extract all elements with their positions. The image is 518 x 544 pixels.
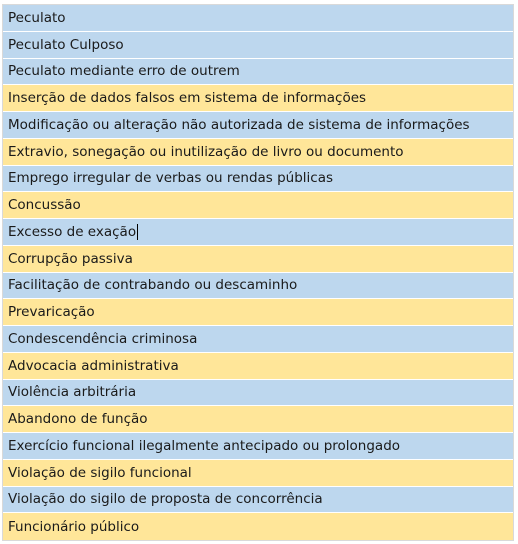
text-cursor xyxy=(137,224,138,240)
row-label: Peculato xyxy=(8,9,66,26)
table-row[interactable] xyxy=(3,166,513,193)
table-row[interactable] xyxy=(3,433,513,460)
table-row[interactable] xyxy=(3,353,513,380)
table-row[interactable] xyxy=(3,192,513,219)
row-label: Violência arbitrária xyxy=(8,384,137,401)
row-label: Prevaricação xyxy=(8,304,95,321)
row-label: Funcionário público xyxy=(8,518,140,535)
table-row[interactable] xyxy=(3,326,513,353)
row-label: Violação do sigilo de proposta de concorrência xyxy=(8,491,323,508)
row-label: Modificação ou alteração não autorizada de sistema de informações xyxy=(8,116,470,133)
row-label: Peculato mediante erro de outrem xyxy=(8,63,240,80)
table-row[interactable] xyxy=(3,406,513,433)
row-label: Inserção de dados falsos em sistema de informações xyxy=(8,90,367,107)
table-row[interactable] xyxy=(3,513,513,540)
row-label: Advocacia administrativa xyxy=(8,357,179,374)
table-row[interactable] xyxy=(3,59,513,86)
table-row[interactable] xyxy=(3,299,513,326)
row-label: Emprego irregular de verbas ou rendas públicas xyxy=(8,170,334,187)
row-label: Corrupção passiva xyxy=(8,250,133,267)
table-row[interactable] xyxy=(3,112,513,139)
table-row-editing[interactable] xyxy=(3,219,513,246)
table-row[interactable] xyxy=(3,85,513,112)
row-label: Exercício funcional ilegalmente antecipado ou prolongado xyxy=(8,437,401,454)
row-label[interactable]: Excesso de exação xyxy=(8,223,137,240)
table-row[interactable] xyxy=(3,246,513,273)
row-label: Peculato Culposo xyxy=(8,36,124,53)
table-row[interactable] xyxy=(3,32,513,59)
row-label: Extravio, sonegação ou inutilização de livro ou documento xyxy=(8,143,404,160)
row-label: Concussão xyxy=(8,197,81,214)
table-row[interactable] xyxy=(3,5,513,32)
row-label: Abandono de função xyxy=(8,411,148,428)
table-row[interactable] xyxy=(3,139,513,166)
table-row[interactable] xyxy=(3,273,513,300)
table-row[interactable] xyxy=(3,487,513,514)
row-label: Condescendência criminosa xyxy=(8,330,198,347)
row-label: Violação de sigilo funcional xyxy=(8,464,192,481)
row-label: Facilitação de contrabando ou descaminho xyxy=(8,277,298,294)
crimes-table xyxy=(2,4,514,541)
table-row[interactable] xyxy=(3,380,513,407)
table-row[interactable] xyxy=(3,460,513,487)
